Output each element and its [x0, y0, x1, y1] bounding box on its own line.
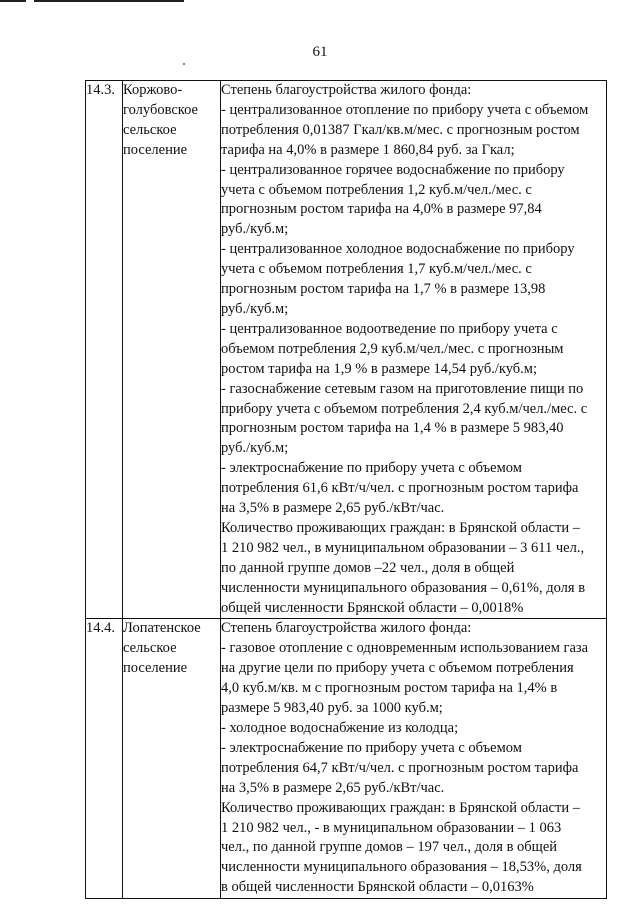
settlement-name-line: поселение — [123, 141, 188, 158]
description-line: на другие цели по прибору учета с объемом потребления — [221, 660, 574, 677]
description-line: Степень благоустройства жилого фонда: — [221, 82, 472, 98]
settlement-name-line: сельское — [123, 640, 177, 657]
top-edge-rule — [0, 0, 640, 3]
description-line: учета с объемом потребления 1,2 куб.м/чел./мес. с — [221, 181, 532, 198]
description-line: прогнозным ростом тарифа на 1,4 % в размере 5 983,40 — [221, 420, 564, 437]
description-line: чел., по данной группе домов – 197 чел., доля в общей — [221, 839, 558, 856]
description-line: - централизованное отопление по прибору учета с объемом — [221, 101, 589, 118]
description-line: по данной группе домов –22 чел., доля в общей — [221, 559, 515, 576]
description-line: руб./куб.м; — [221, 221, 289, 238]
scan-speck — [183, 63, 185, 65]
description-line: прибору учета с объемом потребления 2,4 куб.м/чел./мес. с — [221, 400, 588, 417]
description-line: 1 210 982 чел., - в муниципальном образовании – 1 063 — [221, 819, 562, 836]
row-number-cell — [86, 619, 123, 899]
row-number: 14.4. — [86, 620, 115, 637]
description-line: общей численности Брянской области – 0,0018% — [221, 599, 524, 616]
description-line: Степень благоустройства жилого фонда: — [221, 620, 472, 637]
description-line: потребления 0,01387 Гкал/кв.м/мес. с прогнозным ростом — [221, 121, 580, 138]
description-line: - централизованное горячее водоснабжение по прибору — [221, 161, 565, 178]
description-line: Количество проживающих граждан: в Брянской области – — [221, 799, 580, 816]
row-number: 14.3. — [86, 82, 115, 98]
settlement-name-line: голубовское — [123, 101, 198, 118]
settlement-name-line: поселение — [123, 660, 188, 677]
description-line: в общей численности Брянской области – 0,0163% — [221, 879, 534, 896]
description-line: руб./куб.м; — [221, 440, 289, 457]
description-line: потребления 64,7 кВт/ч/чел. с прогнозным ростом тарифа — [221, 759, 579, 776]
description-line: прогнозным ростом тарифа на 1,7 % в размере 13,98 — [221, 281, 546, 298]
settlement-name-line: Лопатенское — [123, 620, 201, 637]
description-line: - электроснабжение по прибору учета с объемом — [221, 460, 522, 477]
description-line: 1 210 982 чел., в муниципальном образовании – 3 611 чел., — [221, 539, 585, 556]
description-line: - электроснабжение по прибору учета с объемом — [221, 739, 522, 756]
table-row — [86, 81, 607, 619]
description-cell — [221, 619, 607, 899]
description-line: учета с объемом потребления 1,7 куб.м/чел./мес. с — [221, 261, 532, 278]
settlement-name-cell — [123, 619, 221, 899]
settlement-name-line: сельское — [123, 121, 177, 138]
description-line: тарифа на 4,0% в размере 1 860,84 руб. за Гкал; — [221, 141, 515, 158]
description-line: численности муниципального образования – 18,53%, доля — [221, 859, 582, 876]
description-line: прогнозным ростом тарифа на 4,0% в размере 97,84 — [221, 201, 542, 218]
description-line: Количество проживающих граждан: в Брянской области – — [221, 519, 580, 536]
description-line: 4,0 куб.м/кв. м с прогнозным ростом тарифа на 1,4% в — [221, 680, 558, 697]
description-line: - централизованное холодное водоснабжение по прибору — [221, 241, 575, 258]
description-line: - холодное водоснабжение из колодца; — [221, 720, 459, 736]
description-line: численности муниципального образования – 0,61%, доля в — [221, 579, 586, 596]
page-number: 61 — [312, 44, 328, 60]
description-line: - централизованное водоотведение по прибору учета с — [221, 320, 558, 337]
description-line: - газовое отопление с одновременным использованием газа — [221, 640, 589, 657]
document-table — [85, 80, 607, 899]
description-line: потребления 61,6 кВт/ч/чел. с прогнозным ростом тарифа — [221, 480, 579, 497]
settlement-name-line: Коржово- — [123, 82, 183, 98]
table-row — [86, 619, 607, 899]
description-line: руб./куб.м; — [221, 300, 289, 317]
description-cell — [221, 81, 607, 619]
description-line: ростом тарифа на 1,9 % в размере 14,54 руб./куб.м; — [221, 360, 538, 377]
settlement-name-cell — [123, 81, 221, 619]
description-line: на 3,5% в размере 2,65 руб./кВт/час. — [221, 500, 445, 517]
description-line: на 3,5% в размере 2,65 руб./кВт/час. — [221, 779, 445, 796]
description-line: размере 5 983,40 руб. за 1000 куб.м; — [221, 700, 443, 717]
row-number-cell — [86, 81, 123, 619]
description-line: - газоснабжение сетевым газом на приготовление пищи по — [221, 380, 584, 397]
description-line: объемом потребления 2,9 куб.м/чел./мес. с прогнозным — [221, 340, 564, 357]
